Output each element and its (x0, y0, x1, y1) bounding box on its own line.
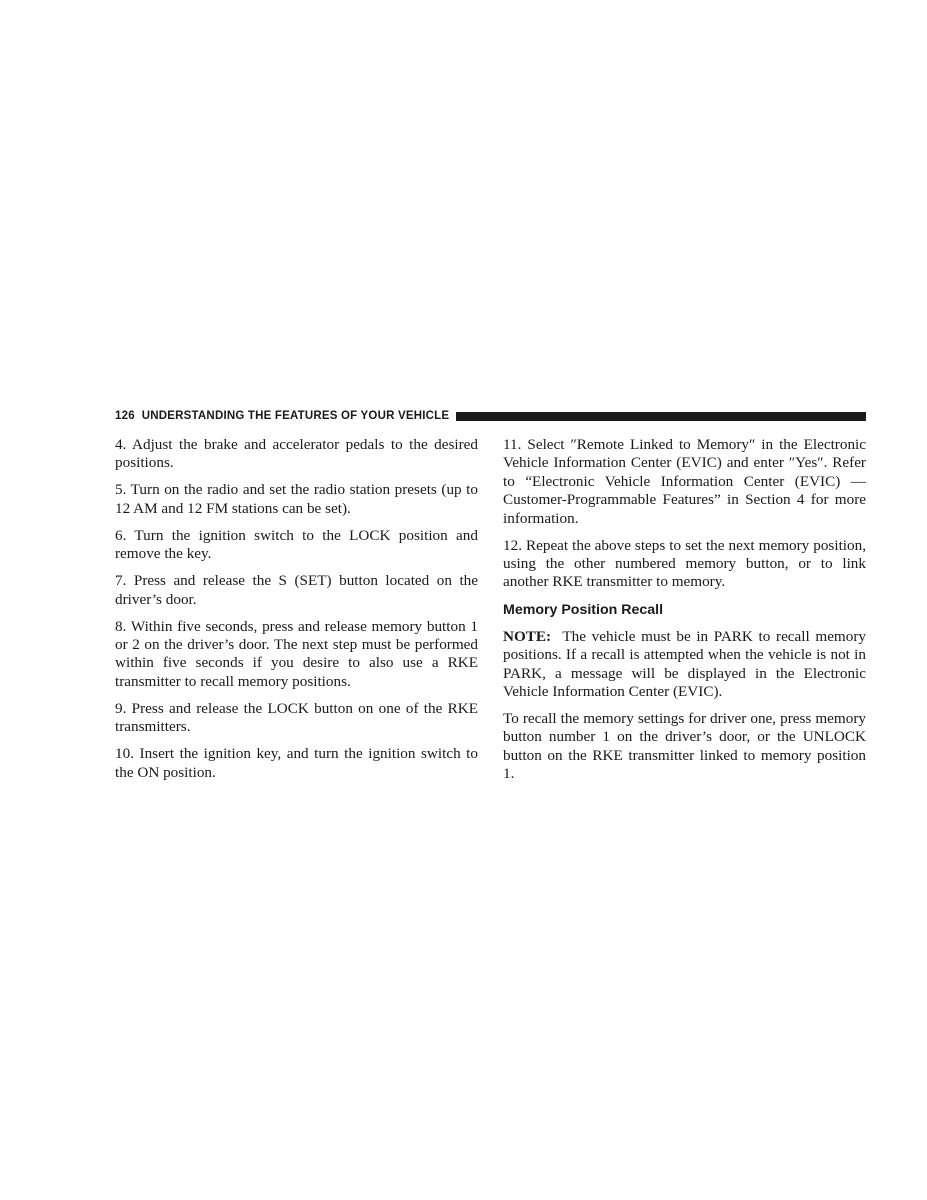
section-title: UNDERSTANDING THE FEATURES OF YOUR VEHICLE (141, 410, 450, 422)
page-header (115, 408, 866, 424)
header-rule (456, 412, 866, 421)
subheading-memory-position-recall: Memory Position Recall (503, 601, 664, 618)
step-4: 4. Adjust the brake and accelerator pedals to the desired positions. (115, 436, 478, 472)
step-11: 11. Select ″Remote Linked to Memory″ in the Electronic Vehicle Information Center (EVIC) and enter ″Yes″. Refer to “Electronic Vehicle Information Center (EVIC) — Customer-Programmable Features” in Section 4 for more information. (503, 436, 866, 527)
left-column (115, 436, 478, 791)
step-5: 5. Turn on the radio and set the radio station presets (up to 12 AM and 12 FM stations can be set). (115, 481, 478, 517)
page-number: 126 (115, 410, 135, 422)
right-column (503, 436, 866, 792)
step-12: 12. Repeat the above steps to set the next memory position, using the other numbered memory button, or to link another RKE transmitter to memory. (503, 536, 866, 591)
note-text: The vehicle must be in PARK to recall memory positions. If a recall is attempted when the vehicle is not in PARK, a message will be displayed in the Electronic Vehicle Information Center (EVIC). (503, 627, 866, 701)
step-6: 6. Turn the ignition switch to the LOCK position and remove the key. (115, 526, 478, 563)
step-10: 10. Insert the ignition key, and turn the ignition switch to the ON position. (115, 745, 478, 781)
step-7: 7. Press and release the S (SET) button located on the driver’s door. (115, 572, 478, 608)
recall-paragraph: To recall the memory settings for driver one, press memory button number 1 on the driver’s door, or the UNLOCK button on the RKE transmitter linked to memory position 1. (503, 710, 866, 783)
note-label: NOTE: (503, 627, 552, 645)
note-paragraph (503, 628, 866, 702)
step-8: 8. Within five seconds, press and release memory button 1 or 2 on the driver’s door. The next step must be performed within five seconds if you desire to also use a RKE transmitter to recall memory positions. (115, 617, 478, 690)
step-9: 9. Press and release the LOCK button on one of the RKE transmitters. (115, 699, 478, 736)
